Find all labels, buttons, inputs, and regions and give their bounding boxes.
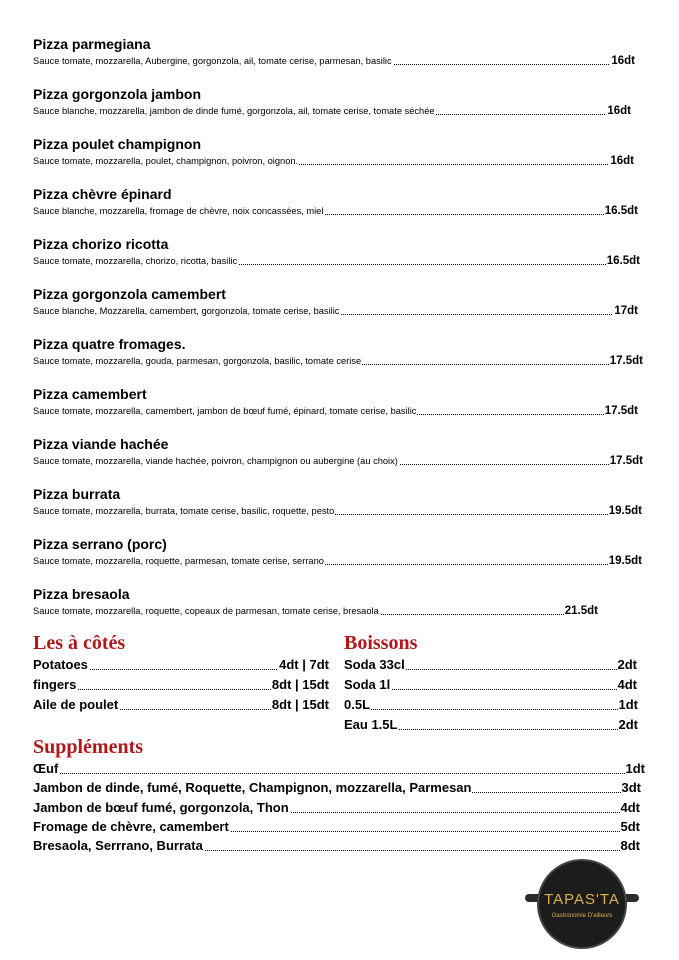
item-label: Potatoes <box>33 657 88 672</box>
item-description: Sauce tomate, mozzarella, chorizo, ricotta, basilic <box>33 256 238 266</box>
item-description: Sauce tomate, mozzarella, camembert, jambon de bœuf fumé, épinard, tomate cerise, basilic <box>33 406 417 416</box>
logo-title: TAPAS'TA <box>544 891 620 908</box>
supplement-item-5dt <box>33 818 640 835</box>
menu-item-pizza-chevre-epinard <box>33 186 638 218</box>
tapasta-logo <box>523 852 641 957</box>
item-label: Eau 1.5L <box>344 717 398 732</box>
item-line <box>33 155 634 168</box>
item-line <box>33 455 643 468</box>
item-price: 4dt | 7dt <box>279 657 329 672</box>
item-name: Pizza viande hachée <box>33 436 169 452</box>
item-line <box>33 505 642 518</box>
item-name: Pizza camembert <box>33 386 147 402</box>
item-description: Sauce tomate, mozzarella, poulet, champignon, poivron, oignon. <box>33 156 299 166</box>
item-price: 8dt | 15dt <box>271 677 329 692</box>
item-price: 16dt <box>607 105 631 117</box>
menu-item-pizza-viande-hachee <box>33 436 643 468</box>
item-name: Pizza gorgonzola camembert <box>33 286 226 302</box>
item-price: 8dt <box>620 838 640 853</box>
dot-leader <box>344 696 638 710</box>
item-line <box>33 55 635 68</box>
item-name: Pizza burrata <box>33 486 121 502</box>
item-line <box>33 205 638 218</box>
item-description: Sauce tomate, mozzarella, Aubergine, gorgonzola, ail, tomate cerise, parmesan, basilic <box>33 56 392 66</box>
drinks-title: Boissons <box>344 632 418 654</box>
item-price: 17.5dt <box>604 405 638 417</box>
menu-item-pizza-bresaola <box>33 586 598 618</box>
item-line <box>33 255 640 268</box>
item-name: Pizza serrano (porc) <box>33 536 167 552</box>
item-price: 21.5dt <box>564 605 598 617</box>
item-line <box>33 105 631 118</box>
item-name: Pizza chorizo ricotta <box>33 236 169 252</box>
dot-leader <box>33 760 645 774</box>
supplement-item-oeuf <box>33 760 645 777</box>
item-price: 1dt <box>625 761 645 776</box>
item-price: 4dt <box>620 800 640 815</box>
item-line <box>33 355 643 368</box>
menu-item-pizza-camembert <box>33 386 638 418</box>
item-name: Pizza bresaola <box>33 586 130 602</box>
item-name: Pizza poulet champignon <box>33 136 202 152</box>
item-label: Fromage de chèvre, camembert <box>33 819 229 834</box>
item-description: Sauce tomate, mozzarella, roquette, copeaux de parmesan, tomate cerise, bresaola <box>33 606 379 616</box>
menu-item-pizza-poulet-champignon <box>33 136 634 168</box>
item-description: Sauce tomate, mozzarella, gouda, parmesan, gorgonzola, basilic, tomate cerise <box>33 356 362 366</box>
item-description: Sauce blanche, mozzarella, fromage de chèvre, noix concassées, miel <box>33 206 324 216</box>
drinks-item-soda-33cl <box>344 656 637 673</box>
item-label: Soda 1l <box>344 677 391 692</box>
item-price: 4dt <box>617 677 637 692</box>
drinks-item-soda-1l <box>344 676 637 693</box>
item-price: 5dt <box>620 819 640 834</box>
item-price: 19.5dt <box>608 505 642 517</box>
item-price: 16dt <box>610 155 634 167</box>
item-name: Pizza chèvre épinard <box>33 186 172 202</box>
item-price: 2dt <box>617 657 637 672</box>
menu-item-pizza-parmegiana <box>33 36 635 68</box>
sides-item-fingers <box>33 676 329 693</box>
item-price: 16.5dt <box>606 255 640 267</box>
item-description: Sauce blanche, Mozzarella, camembert, gorgonzola, tomate cerise, basilic <box>33 306 340 316</box>
item-price: 19.5dt <box>608 555 642 567</box>
item-price: 1dt <box>618 697 638 712</box>
menu-item-pizza-chorizo-ricotta <box>33 236 640 268</box>
item-price: 16.5dt <box>604 205 638 217</box>
item-description: Sauce tomate, mozzarella, roquette, parmesan, tomate cerise, serrano <box>33 556 324 566</box>
item-label: Aile de poulet <box>33 697 119 712</box>
item-description: Sauce tomate, mozzarella, burrata, tomate cerise, basilic, roquette, pesto <box>33 506 335 516</box>
item-name: Pizza quatre fromages. <box>33 336 186 352</box>
sides-item-potatoes <box>33 656 329 673</box>
item-name: Pizza parmegiana <box>33 36 151 52</box>
sides-item-aile-de-poulet <box>33 696 329 713</box>
item-label: fingers <box>33 677 77 692</box>
item-line <box>33 405 638 418</box>
item-name: Pizza gorgonzola jambon <box>33 86 202 102</box>
supplement-item-4dt <box>33 799 640 816</box>
item-description: Sauce tomate, mozzarella, viande hachée, poivron, champignon ou aubergine (au choix) <box>33 456 398 466</box>
item-label: Soda 33cl <box>344 657 405 672</box>
item-price: 2dt <box>618 717 638 732</box>
item-label: Œuf <box>33 761 59 776</box>
item-price: 16dt <box>611 55 635 67</box>
menu-item-pizza-burrata <box>33 486 642 518</box>
drinks-item-eau-1-5l <box>344 716 638 733</box>
item-label: Bresaola, Serrrano, Burrata <box>33 838 203 853</box>
drinks-item-0-5l <box>344 696 638 713</box>
menu-item-pizza-quatre-fromages <box>33 336 643 368</box>
item-label: Jambon de dinde, fumé, Roquette, Champignon, mozzarella, Parmesan <box>33 780 472 795</box>
sides-title: Les à côtés <box>33 632 126 654</box>
item-line <box>33 605 598 618</box>
menu-item-pizza-gorgonzola-jambon <box>33 86 631 118</box>
item-line <box>33 305 638 318</box>
supplements-title: Suppléments <box>33 736 144 758</box>
item-label: Jambon de bœuf fumé, gorgonzola, Thon <box>33 800 289 815</box>
item-price: 17.5dt <box>609 455 643 467</box>
item-price: 17.5dt <box>609 355 643 367</box>
menu-item-pizza-serrano <box>33 536 642 568</box>
item-price: 8dt | 15dt <box>271 697 329 712</box>
item-description: Sauce blanche, mozzarella, jambon de dinde fumé, gorgonzola, ail, tomate cerise, tomate séchée <box>33 106 435 116</box>
item-price: 17dt <box>614 305 638 317</box>
supplement-item-3dt <box>33 779 641 796</box>
logo-subtitle: Gastronomie D'ailleurs <box>551 913 613 919</box>
item-line <box>33 555 642 568</box>
menu-item-pizza-gorgonzola-camembert <box>33 286 638 318</box>
item-price: 3dt <box>621 780 641 795</box>
item-label: 0.5L <box>344 697 371 712</box>
